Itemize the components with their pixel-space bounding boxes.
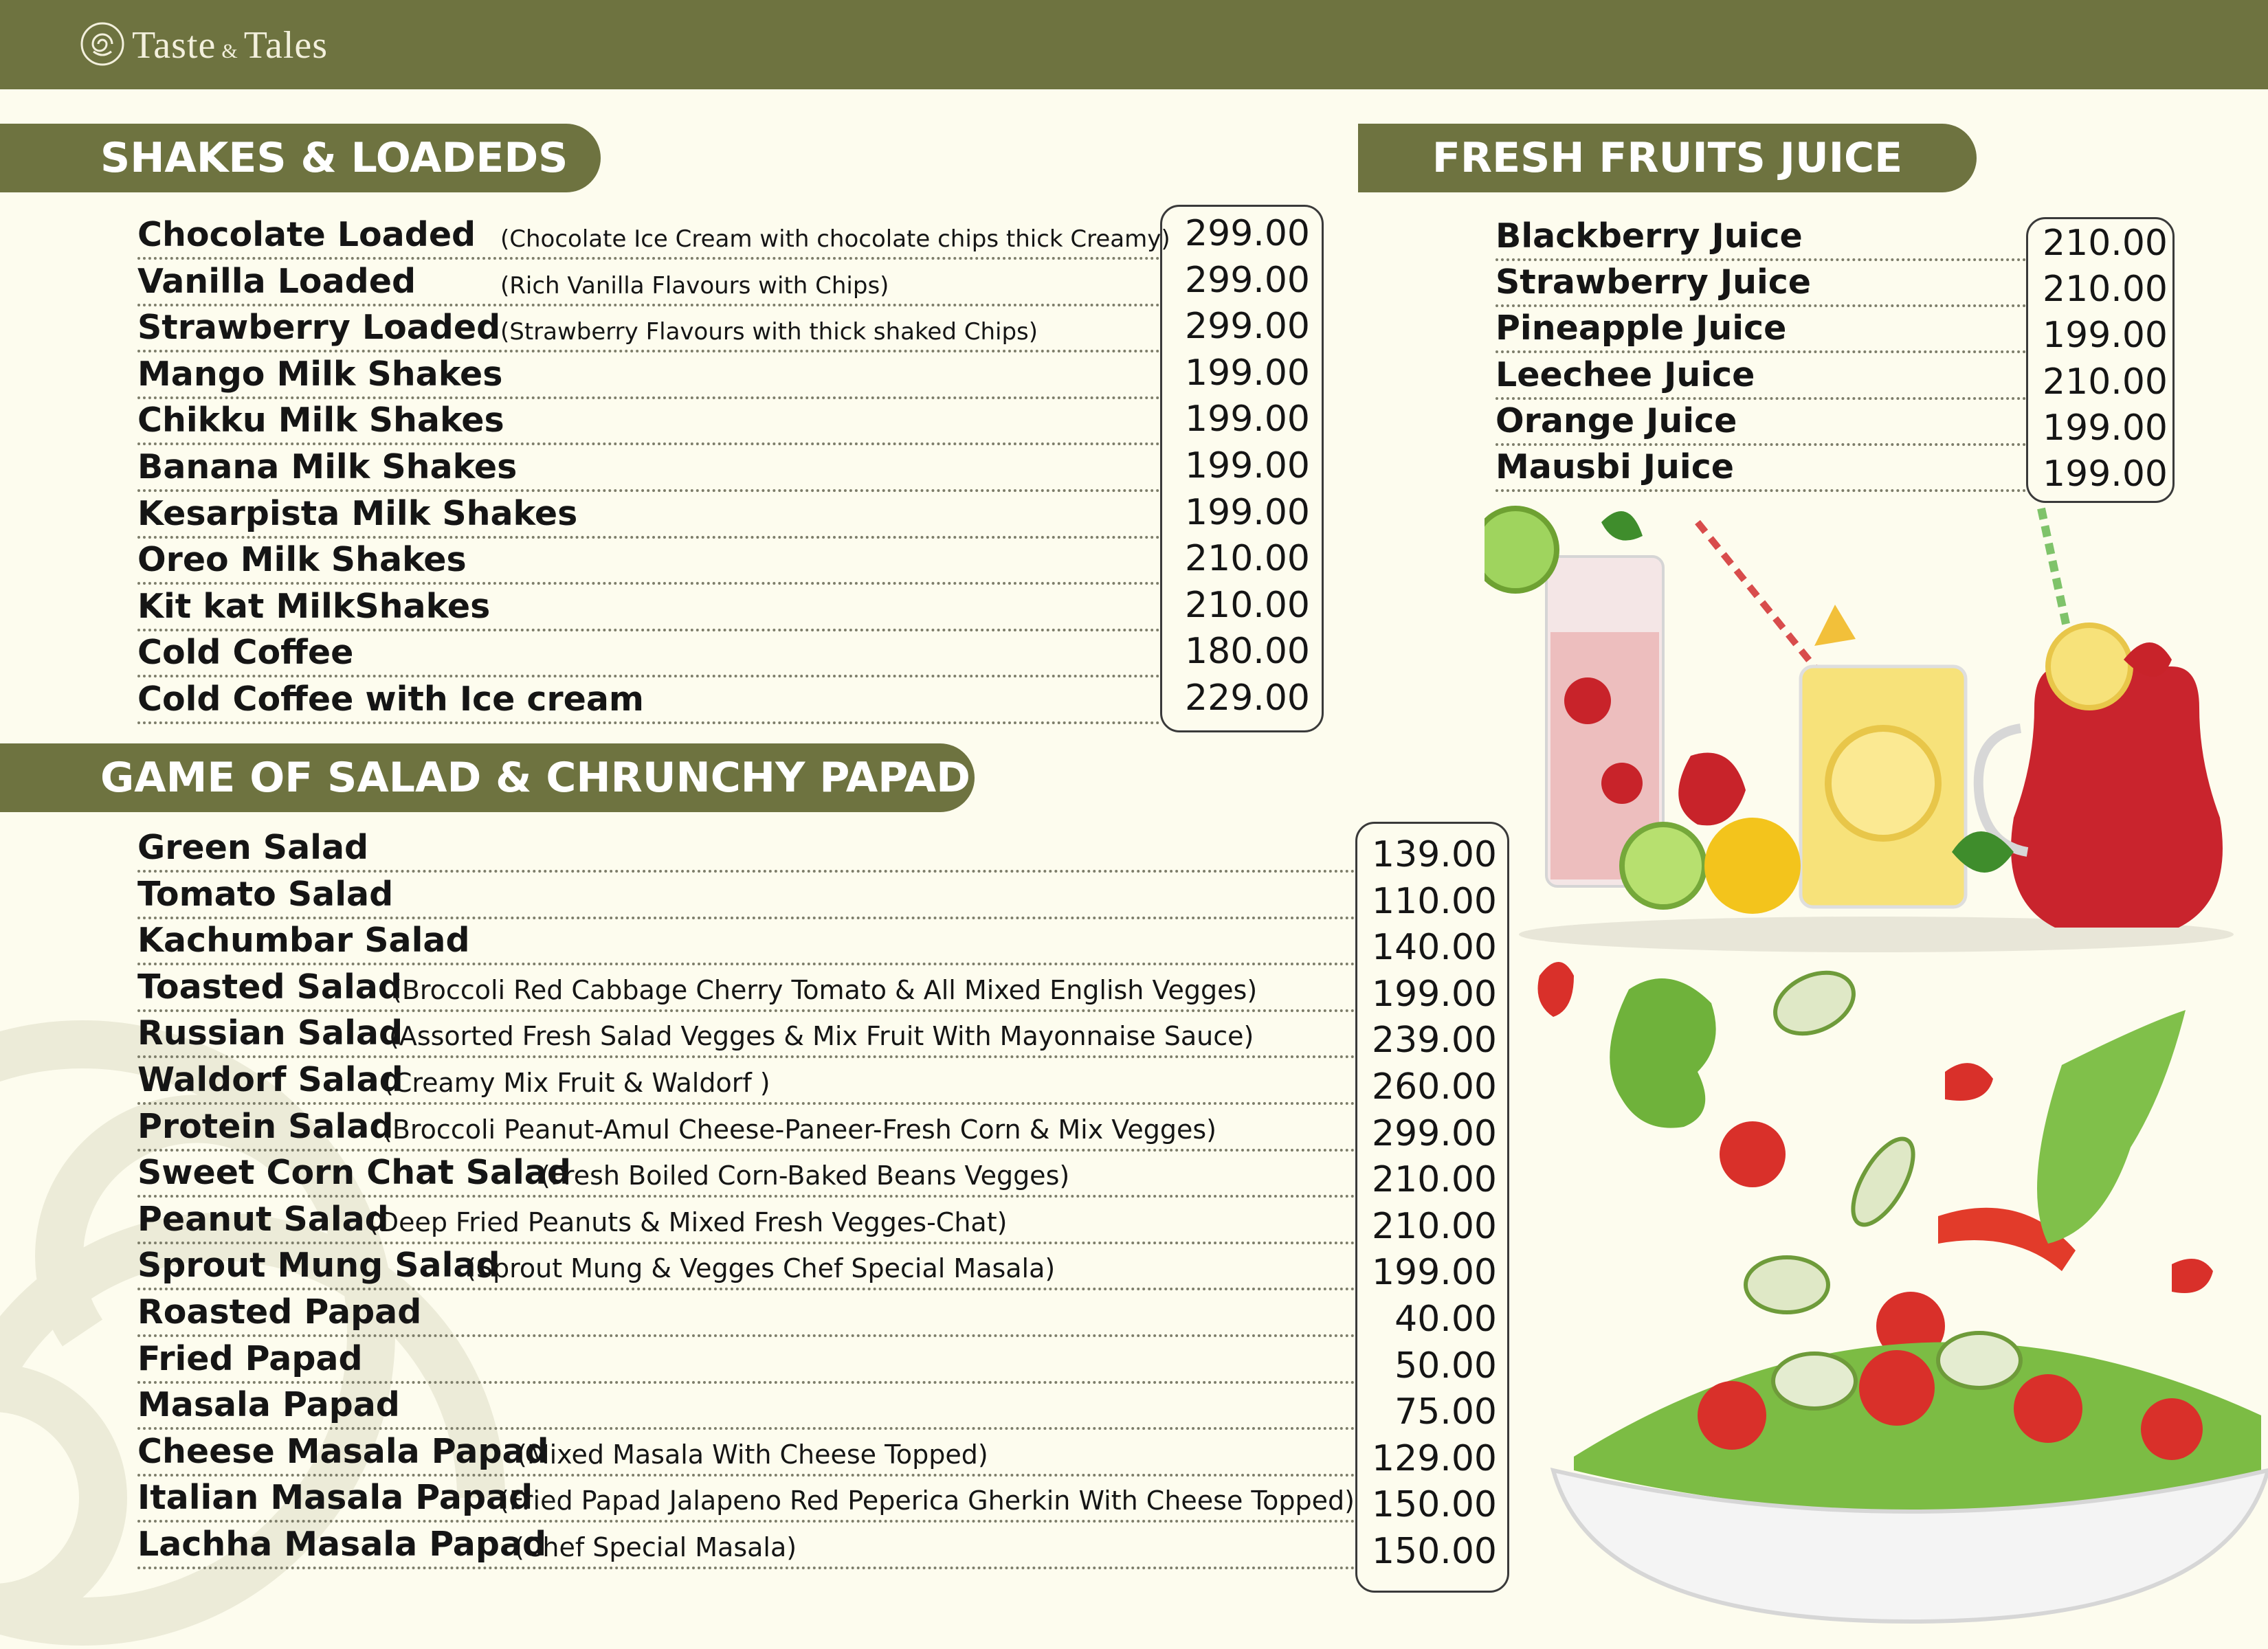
shakes-item-price: 199.00 — [1185, 445, 1310, 486]
salad-item-name: Tomato Salad — [137, 874, 394, 914]
brand-name-amp: & — [221, 40, 238, 63]
juice-item-price: 199.00 — [2043, 453, 2168, 495]
salad-item-name: Kachumbar Salad — [137, 921, 470, 961]
salad-item-price: 75.00 — [1394, 1391, 1497, 1433]
salad-item-description: (Broccoli Red Cabbage Cherry Tomato & All Mixed English Vegges) — [392, 974, 1258, 1005]
salad-item-row — [137, 1430, 1355, 1477]
salad-item-name: Masala Papad — [137, 1385, 400, 1425]
salad-item-price: 129.00 — [1372, 1437, 1497, 1479]
juice-item-name: Strawberry Juice — [1496, 262, 1812, 302]
salad-bowl-illustration — [1526, 934, 2268, 1649]
juice-item-price: 210.00 — [2043, 361, 2168, 403]
shakes-item-description: (Rich Vanilla Flavours with Chips) — [500, 271, 889, 300]
salad-item-description: (Fresh Boiled Corn-Baked Beans Vegges) — [540, 1160, 1070, 1191]
shakes-item-name: Vanilla Loaded — [137, 261, 416, 301]
shakes-item-description: (Strawberry Flavours with thick shaked Chips) — [500, 318, 1038, 346]
brand-name-main: Taste — [132, 24, 216, 67]
juice-item-price: 210.00 — [2043, 269, 2168, 311]
salad-item-price: 299.00 — [1372, 1112, 1497, 1154]
salad-item-price: 150.00 — [1372, 1484, 1497, 1526]
section-title-juice: FRESH FRUITS JUICE — [1358, 124, 1977, 192]
brand-logo — [80, 23, 328, 67]
shakes-item-price: 299.00 — [1185, 259, 1310, 301]
salad-item-row — [137, 826, 1355, 873]
shakes-item-name: Chocolate Loaded — [137, 215, 476, 254]
salad-item-name: Fried Papad — [137, 1338, 363, 1378]
shakes-item-row — [137, 631, 1160, 677]
salad-item-name: Sprout Mung Salad — [137, 1246, 500, 1286]
salad-item-description: (Deep Fried Peanuts & Mixed Fresh Vegges-Chat) — [368, 1207, 1008, 1237]
spiral-logo-icon — [80, 21, 125, 70]
juice-item-row — [1496, 399, 2026, 446]
salad-item-name: Roasted Papad — [137, 1292, 422, 1332]
shakes-item-row — [137, 677, 1160, 724]
shakes-item-price: 299.00 — [1185, 213, 1310, 254]
salad-item-row — [137, 1244, 1355, 1290]
shakes-item-row — [137, 538, 1160, 585]
salad-item-name: Peanut Salad — [137, 1199, 389, 1239]
shakes-item-name: Kesarpista Milk Shakes — [137, 493, 578, 533]
juice-item-name: Blackberry Juice — [1496, 216, 1803, 256]
juice-item-name: Leechee Juice — [1496, 355, 1755, 394]
juice-item-row — [1496, 353, 2026, 400]
shakes-item-row — [137, 585, 1160, 631]
shakes-item-description: (Chocolate Ice Cream with chocolate chips thick Creamy) — [500, 225, 1170, 253]
salad-item-name: Russian Salad — [137, 1013, 403, 1053]
shakes-item-price: 199.00 — [1185, 352, 1310, 394]
salad-item-name: Green Salad — [137, 828, 369, 867]
shakes-item-price: 299.00 — [1185, 306, 1310, 348]
shakes-item-name: Mango Milk Shakes — [137, 354, 503, 394]
salad-item-row — [137, 1058, 1355, 1105]
salad-item-row — [137, 1290, 1355, 1337]
salad-item-description: (Mixed Masala With Cheese Topped) — [517, 1439, 988, 1470]
shakes-item-name: Cold Coffee with Ice cream — [137, 680, 644, 719]
shakes-item-price: 229.00 — [1185, 677, 1310, 719]
salad-item-name: Italian Masala Papad — [137, 1478, 533, 1518]
salad-item-price: 260.00 — [1372, 1066, 1497, 1108]
salad-item-price: 40.00 — [1394, 1299, 1497, 1340]
salad-item-description: (Fried Papad Jalapeno Red Peperica Gherkin With Cheese Topped) — [499, 1485, 1355, 1516]
juice-item-price: 199.00 — [2043, 407, 2168, 449]
juice-item-price: 210.00 — [2043, 223, 2168, 264]
shakes-item-name: Oreo Milk Shakes — [137, 540, 467, 580]
salad-item-price: 140.00 — [1372, 927, 1497, 969]
juice-item-name: Orange Juice — [1496, 401, 1737, 440]
brand-name-tail: Tales — [243, 24, 329, 67]
shakes-item-row — [137, 445, 1160, 492]
salad-item-description: (Assorted Fresh Salad Vegges & Mix Fruit With Mayonnaise Sauce) — [389, 1021, 1254, 1052]
shakes-item-row — [137, 492, 1160, 539]
salad-item-row — [137, 1523, 1355, 1569]
salad-item-row — [137, 1383, 1355, 1430]
juice-item-row — [1496, 306, 2026, 353]
salad-item-price: 210.00 — [1372, 1205, 1497, 1247]
shakes-price-box — [1160, 205, 1324, 732]
juice-item-name: Pineapple Juice — [1496, 309, 1787, 348]
salad-item-description: (Creamy Mix Fruit & Waldorf ) — [383, 1068, 770, 1098]
section-title-shakes: SHAKES & LOADEDS — [0, 124, 601, 192]
juice-price-box — [2026, 217, 2175, 503]
salad-item-name: Sweet Corn Chat Salad — [137, 1153, 571, 1193]
salad-item-price: 50.00 — [1394, 1345, 1497, 1387]
juice-item-name: Mausbi Juice — [1496, 447, 1734, 486]
salad-item-price: 239.00 — [1372, 1020, 1497, 1062]
salad-item-name: Toasted Salad — [137, 967, 402, 1007]
salad-item-row — [137, 1198, 1355, 1244]
shakes-item-row — [137, 260, 1160, 306]
salad-item-price: 199.00 — [1372, 1252, 1497, 1294]
juice-item-row — [1496, 445, 2026, 492]
salad-item-description: (Broccoli Peanut-Amul Cheese-Paneer-Fresh Corn & Mix Vegges) — [382, 1114, 1216, 1145]
salad-item-price: 110.00 — [1372, 880, 1497, 922]
salad-item-row — [137, 965, 1355, 1012]
salad-item-row — [137, 1151, 1355, 1198]
juice-item-row — [1496, 260, 2026, 307]
shakes-item-price: 199.00 — [1185, 491, 1310, 533]
shakes-item-row — [137, 352, 1160, 399]
shakes-item-name: Cold Coffee — [137, 633, 354, 673]
salad-item-price: 150.00 — [1372, 1531, 1497, 1572]
salad-item-price: 199.00 — [1372, 973, 1497, 1015]
shakes-item-name: Strawberry Loaded — [137, 308, 501, 348]
shakes-item-price: 180.00 — [1185, 631, 1310, 673]
juice-glasses-illustration — [1485, 495, 2268, 962]
shakes-item-row — [137, 306, 1160, 352]
salad-item-name: Waldorf Salad — [137, 1060, 403, 1099]
salad-item-row — [137, 1105, 1355, 1152]
brand-name — [132, 23, 328, 67]
juice-item-row — [1496, 214, 2026, 261]
salad-item-row — [137, 873, 1355, 919]
shakes-item-price: 199.00 — [1185, 399, 1310, 440]
salad-item-description: (Sprout Mung & Vegges Chef Special Masala) — [466, 1253, 1056, 1284]
salad-item-row — [137, 1011, 1355, 1058]
header-bar — [0, 0, 2268, 89]
salad-item-row — [137, 1476, 1355, 1523]
shakes-item-row — [137, 399, 1160, 445]
shakes-item-row — [137, 213, 1170, 260]
salad-item-price: 139.00 — [1372, 834, 1497, 875]
shakes-item-name: Kit kat MilkShakes — [137, 586, 491, 626]
shakes-item-price: 210.00 — [1185, 538, 1310, 580]
salad-item-name: Cheese Masala Papad — [137, 1431, 549, 1471]
shakes-item-name: Banana Milk Shakes — [137, 447, 518, 486]
salad-item-row — [137, 919, 1355, 965]
salad-item-name: Lachha Masala Papad — [137, 1525, 547, 1564]
salad-item-row — [137, 1337, 1355, 1384]
salad-item-description: (Chef Special Masala) — [514, 1532, 797, 1562]
salad-item-name: Protein Salad — [137, 1106, 394, 1146]
section-title-salad: GAME OF SALAD & CHRUNCHY PAPAD — [0, 743, 975, 812]
juice-item-price: 199.00 — [2043, 315, 2168, 357]
shakes-item-price: 210.00 — [1185, 584, 1310, 626]
shakes-item-name: Chikku Milk Shakes — [137, 401, 504, 440]
salad-item-price: 210.00 — [1372, 1159, 1497, 1201]
